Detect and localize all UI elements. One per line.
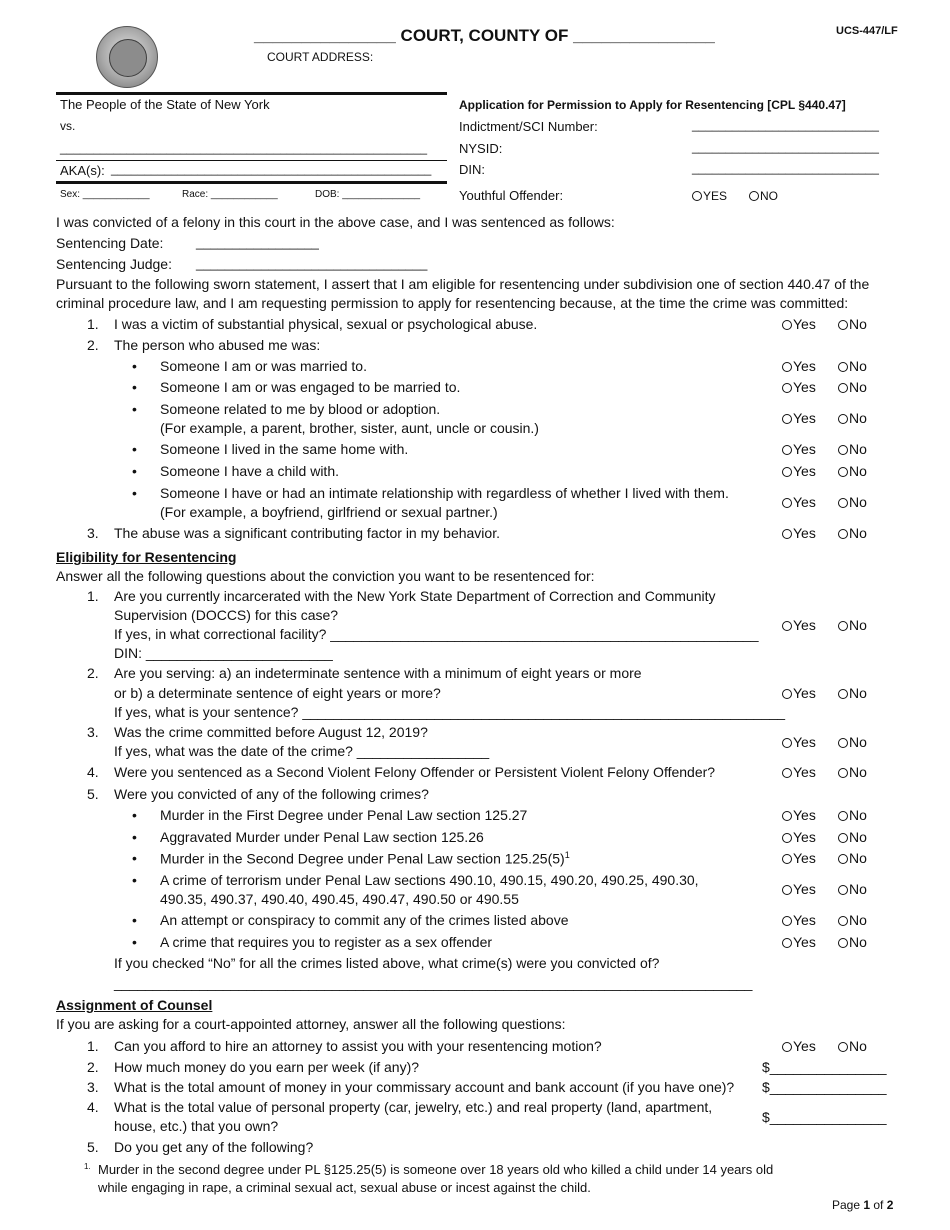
elig-q3-line-1: Was the crime committed before August 12, 2019? (114, 724, 428, 740)
elig-q4-text: Were you sentenced as a Second Violent Felony Offender or Persistent Violent Felony Offender? (114, 764, 716, 780)
abuse-q1-yes-option[interactable] (782, 316, 816, 332)
sentencing-judge-label: Sentencing Judge: (56, 256, 172, 272)
abuse-q1-no-option[interactable] (838, 316, 867, 332)
elig-q4-no-option[interactable] (838, 764, 867, 780)
crime-aggravated-murder-yes-option[interactable] (782, 829, 816, 845)
radio-icon[interactable] (838, 445, 848, 455)
radio-icon[interactable] (782, 811, 792, 821)
abuse-q2-number: 2. (87, 337, 99, 353)
radio-icon[interactable] (782, 498, 792, 508)
counsel-q1-number: 1. (87, 1038, 99, 1054)
crime-murder-second: Murder in the Second Degree under Penal Law section $125.25(5)^1$ (160, 850, 570, 867)
elig-q2-no-label: No (849, 685, 867, 701)
abuse-q3-yes-option[interactable] (782, 525, 816, 541)
counsel-q5-text: Do you get any of the following? (114, 1139, 314, 1155)
counsel-heading: Assignment of Counsel (56, 997, 213, 1013)
youthful-no-option[interactable]: NO (749, 189, 778, 203)
crime-aggravated-murder-no-label: No (849, 829, 867, 845)
elig-din-field[interactable]: DIN: ________________________ (114, 645, 333, 661)
aka-line[interactable]: ________________________________________________ (111, 162, 432, 176)
caption-bottom-rule (56, 181, 447, 184)
bullet: • (132, 358, 137, 374)
radio-icon[interactable] (838, 467, 848, 477)
radio-icon[interactable] (838, 1042, 848, 1052)
counsel-q2-number: 2. (87, 1059, 99, 1075)
elig-q1-line-2: Supervision (DOCCS) for this case? (114, 607, 339, 623)
elig-q1-no-option[interactable] (838, 617, 867, 633)
sentencing-judge-field[interactable]: ________________________________ (196, 256, 428, 271)
other-crime-question: If you checked “No” for all the crimes listed above, what crime(s) were you convicted of? (114, 955, 660, 971)
abuser-engaged-yes-label: Yes (793, 379, 816, 395)
radio-icon[interactable] (749, 191, 759, 201)
abuser-child-yes-label: Yes (793, 463, 816, 479)
crime-attempt-conspiracy-yes-label: Yes (793, 912, 816, 928)
eligibility-heading: Eligibility for Resentencing (56, 549, 237, 565)
abuser-related-yes-label: Yes (793, 410, 816, 426)
bullet: • (132, 485, 137, 501)
radio-icon[interactable] (782, 738, 792, 748)
crime-terrorism-yes-label: Yes (793, 881, 816, 897)
abuser-married: Someone I am or was married to. (160, 358, 367, 374)
youthful-offender-label: Youthful Offender: (459, 188, 564, 203)
weekly-earnings-field[interactable]: $_______________ (762, 1059, 887, 1075)
elig-q2-no-option[interactable] (838, 685, 867, 701)
bullet: • (132, 850, 137, 866)
crime-murder-second-yes-label: Yes (793, 850, 816, 866)
correctional-facility-field[interactable]: If yes, in what correctional facility? _______________________________________________________ (114, 626, 759, 642)
elig-q2-number: 2. (87, 665, 99, 681)
radio-icon[interactable] (782, 885, 792, 895)
court-county-line: _______________ COURT, COUNTY OF _______________ (254, 26, 715, 45)
aka-label: AKA(s): (60, 163, 105, 178)
footnote-line-1: Murder in the second degree under PL §125.25(5) is someone over 18 years old who killed a child under 14 years old (98, 1162, 774, 1177)
abuser-related-yes-option[interactable] (782, 410, 816, 426)
radio-icon[interactable] (782, 467, 792, 477)
radio-icon[interactable] (782, 445, 792, 455)
sworn-statement-line-1: Pursuant to the following sworn statement, I assert that I am eligible for resentencing under subdivision one of section 440.47 of the (56, 276, 870, 292)
sex-field[interactable]: Sex: ____________ (60, 189, 150, 200)
elig-q4-yes-option[interactable] (782, 764, 816, 780)
abuser-same-home: Someone I lived in the same home with. (160, 441, 409, 457)
radio-icon[interactable] (838, 320, 848, 330)
radio-icon[interactable] (782, 833, 792, 843)
radio-icon[interactable] (782, 768, 792, 778)
youthful-yes-option[interactable]: YES (692, 189, 727, 203)
counsel-q3-number: 3. (87, 1079, 99, 1095)
abuser-intimate: Someone I have or had an intimate relationship with regardless of whether I lived with them. (160, 485, 729, 501)
counsel-q4-number: 4. (87, 1099, 99, 1115)
crime-terrorism-sections: 490.35, 490.37, 490.40, 490.45, 490.47, 490.50 or 490.55 (160, 891, 519, 907)
radio-icon[interactable] (838, 383, 848, 393)
elig-q1-no-label: No (849, 617, 867, 633)
crime-sex-offender-yes-option[interactable] (782, 934, 816, 950)
crime-sex-offender: A crime that requires you to register as a sex offender (160, 934, 493, 950)
crime-murder-first: Murder in the First Degree under Penal Law section 125.27 (160, 807, 528, 823)
radio-icon[interactable] (838, 738, 848, 748)
elig-q3-yes-option[interactable] (782, 734, 816, 750)
abuser-engaged-no-option[interactable] (838, 379, 867, 395)
court-address-label: COURT ADDRESS: (267, 50, 374, 64)
abuse-q1-yes-label: Yes (793, 316, 816, 332)
radio-icon[interactable] (838, 414, 848, 424)
counsel-q5-number: 5. (87, 1139, 99, 1155)
radio-icon[interactable] (838, 885, 848, 895)
radio-icon[interactable] (838, 854, 848, 864)
race-field[interactable]: Race: ____________ (182, 189, 278, 200)
bullet: • (132, 463, 137, 479)
caption-mid-rule (56, 160, 447, 161)
sentencing-date-label: Sentencing Date: (56, 235, 164, 251)
abuser-engaged: Someone I am or was engaged to be married to. (160, 379, 461, 395)
abuser-engaged-yes-option[interactable] (782, 379, 816, 395)
abuser-child-no-option[interactable] (838, 463, 867, 479)
radio-icon[interactable] (692, 191, 702, 201)
defendant-name-line[interactable]: _______________________________________________________ (60, 141, 428, 155)
crime-sex-offender-no-label: No (849, 934, 867, 950)
form-code: UCS-447/LF (836, 25, 898, 37)
elig-q2-yes-label: Yes (793, 685, 816, 701)
abuser-intimate-yes-option[interactable] (782, 494, 816, 510)
abuser-same-home-yes-option[interactable] (782, 441, 816, 457)
abuse-q1-no-label: No (849, 316, 867, 332)
counsel-q4-line-2: house, etc.) that you own? (114, 1118, 279, 1134)
radio-icon[interactable] (838, 529, 848, 539)
crime-terrorism-no-option[interactable] (838, 881, 867, 897)
crime-murder-second-no-label: No (849, 850, 867, 866)
crime-aggravated-murder-no-option[interactable] (838, 829, 867, 845)
counsel-q1-no-option[interactable] (838, 1038, 867, 1054)
radio-icon[interactable] (838, 833, 848, 843)
counsel-q3-text: What is the total amount of money in your commissary account and bank account (if you have one)? (114, 1079, 735, 1095)
radio-icon[interactable] (782, 383, 792, 393)
footnote-ref: 1 (564, 850, 570, 860)
elig-q4-yes-label: Yes (793, 764, 816, 780)
sworn-statement-line-2: criminal procedure law, and I am requesting permission to apply for resentencing because, at the time the crime was committed: (56, 295, 849, 311)
abuse-q3-yes-label: Yes (793, 525, 816, 541)
radio-icon[interactable] (782, 854, 792, 864)
abuser-related-example: (For example, a parent, brother, sister, aunt, uncle or cousin.) (160, 420, 539, 436)
indictment-label: Indictment/SCI Number: (459, 119, 598, 134)
abuser-intimate-no-option[interactable] (838, 494, 867, 510)
convicted-statement: I was convicted of a felony in this court in the above case, and I was sentenced as follows: (56, 214, 615, 230)
counsel-instruction: If you are asking for a court-appointed attorney, answer all the following questions: (56, 1016, 566, 1032)
bullet: • (132, 934, 137, 950)
application-title: Application for Permission to Apply for Resentencing [CPL §440.47] (459, 98, 846, 112)
elig-q2-yes-option[interactable] (782, 685, 816, 701)
other-crime-field[interactable]: __________________________________________________________________________________ (114, 975, 753, 991)
radio-icon[interactable] (782, 689, 792, 699)
din-field[interactable]: ____________________________ (692, 161, 879, 175)
elig-q4-number: 4. (87, 764, 99, 780)
abuser-intimate-yes-label: Yes (793, 494, 816, 510)
elig-q1-yes-label: Yes (793, 617, 816, 633)
footnote-mark: 1. (84, 1162, 91, 1171)
counsel-q2-text: How much money do you earn per week (if any)? (114, 1059, 420, 1075)
crime-sex-offender-no-option[interactable] (838, 934, 867, 950)
counsel-q1-yes-option[interactable] (782, 1038, 816, 1054)
abuser-related-no-option[interactable] (838, 410, 867, 426)
elig-q3-no-label: No (849, 734, 867, 750)
crime-terrorism: A crime of terrorism under Penal Law sections 490.10, 490.15, 490.20, 490.25, 490.30, (160, 872, 699, 888)
people-of-state: The People of the State of New York (60, 97, 270, 112)
property-value-field[interactable]: $_______________ (762, 1109, 887, 1125)
crime-sex-offender-yes-label: Yes (793, 934, 816, 950)
abuser-child: Someone I have a child with. (160, 463, 339, 479)
abuser-married-yes-label: Yes (793, 358, 816, 374)
crime-terrorism-no-label: No (849, 881, 867, 897)
elig-q1-number: 1. (87, 588, 99, 604)
abuser-married-no-label: No (849, 358, 867, 374)
radio-icon[interactable] (838, 811, 848, 821)
nysid-label: NYSID: (459, 141, 503, 156)
radio-icon[interactable] (782, 938, 792, 948)
bullet: • (132, 912, 137, 928)
crime-murder-second-yes-option[interactable] (782, 850, 816, 866)
bullet: • (132, 807, 137, 823)
crime-date-field[interactable]: If yes, what was the date of the crime? _________________ (114, 743, 490, 759)
abuser-intimate-example: (For example, a boyfriend, girlfriend or sexual partner.) (160, 504, 498, 520)
abuser-related-no-label: No (849, 410, 867, 426)
abuse-q3-no-label: No (849, 525, 867, 541)
radio-icon[interactable] (838, 768, 848, 778)
abuse-q3-number: 3. (87, 525, 99, 541)
abuser-child-yes-option[interactable] (782, 463, 816, 479)
elig-q2-line-2: or b) a determinate sentence of eight years or more? (114, 685, 441, 701)
bullet: • (132, 441, 137, 457)
abuser-same-home-no-option[interactable] (838, 441, 867, 457)
radio-icon[interactable] (838, 938, 848, 948)
abuser-married-no-option[interactable] (838, 358, 867, 374)
caption-top-rule (56, 92, 447, 95)
radio-icon[interactable] (782, 414, 792, 424)
elig-q3-number: 3. (87, 724, 99, 740)
radio-icon[interactable] (782, 1042, 792, 1052)
elig-q1-yes-option[interactable] (782, 617, 816, 633)
radio-icon[interactable] (838, 498, 848, 508)
vs-label: vs. (60, 119, 76, 133)
abuser-same-home-no-label: No (849, 441, 867, 457)
footnote-line-2: while engaging in rape, a criminal sexual act, sexual abuse or incest against the child. (98, 1180, 591, 1195)
eligibility-instruction: Answer all the following questions about the conviction you want to be resentenced for: (56, 568, 595, 584)
radio-icon[interactable] (838, 362, 848, 372)
account-total-field[interactable]: $_______________ (762, 1079, 887, 1095)
elig-q4-no-label: No (849, 764, 867, 780)
nysid-field[interactable]: ____________________________ (692, 140, 879, 154)
crime-attempt-conspiracy-no-option[interactable] (838, 912, 867, 928)
crime-murder-first-no-label: No (849, 807, 867, 823)
page-number: Page 1 of 2 (832, 1198, 894, 1212)
radio-icon[interactable] (838, 916, 848, 926)
crime-murder-first-yes-label: Yes (793, 807, 816, 823)
bullet: • (132, 829, 137, 845)
crime-aggravated-murder: Aggravated Murder under Penal Law section 125.26 (160, 829, 484, 845)
elig-q2-line-1: Are you serving: a) an indeterminate sentence with a minimum of eight years or more (114, 665, 642, 681)
bullet: • (132, 379, 137, 395)
radio-icon[interactable] (782, 621, 792, 631)
counsel-q1-text: Can you afford to hire an attorney to assist you with your resentencing motion? (114, 1038, 602, 1054)
counsel-q1-no-label: No (849, 1038, 867, 1054)
sentence-field[interactable]: If yes, what is your sentence? ______________________________________________________________ (114, 704, 786, 720)
indictment-field[interactable]: ____________________________ (692, 118, 879, 132)
din-label: DIN: (459, 162, 485, 177)
abuser-related: Someone related to me by blood or adoption. (160, 401, 441, 417)
abuser-engaged-no-label: No (849, 379, 867, 395)
radio-icon[interactable] (838, 621, 848, 631)
crime-attempt-conspiracy-no-label: No (849, 912, 867, 928)
abuser-same-home-yes-label: Yes (793, 441, 816, 457)
crime-terrorism-yes-option[interactable] (782, 881, 816, 897)
counsel-q1-yes-label: Yes (793, 1038, 816, 1054)
sentencing-date-field[interactable]: _________________ (196, 235, 319, 250)
radio-icon[interactable] (782, 916, 792, 926)
abuser-intimate-no-label: No (849, 494, 867, 510)
abuser-married-yes-option[interactable] (782, 358, 816, 374)
elig-q1-line-1: Are you currently incarcerated with the New York State Department of Correction and Community (114, 588, 716, 604)
crime-murder-first-no-option[interactable] (838, 807, 867, 823)
crime-murder-second-no-option[interactable] (838, 850, 867, 866)
court-seal (96, 26, 158, 88)
abuse-q3-text: The abuse was a significant contributing factor in my behavior. (114, 525, 500, 541)
radio-icon[interactable] (838, 689, 848, 699)
crime-murder-first-yes-option[interactable] (782, 807, 816, 823)
radio-icon[interactable] (782, 362, 792, 372)
dob-field[interactable]: DOB: ______________ (315, 189, 421, 200)
crime-attempt-conspiracy-yes-option[interactable] (782, 912, 816, 928)
radio-icon[interactable] (782, 529, 792, 539)
bullet: • (132, 872, 137, 888)
abuse-q3-no-option[interactable] (838, 525, 867, 541)
elig-q5-text: Were you convicted of any of the following crimes? (114, 786, 429, 802)
bullet: • (132, 401, 137, 417)
crime-aggravated-murder-yes-label: Yes (793, 829, 816, 845)
elig-q5-number: 5. (87, 786, 99, 802)
elig-q3-yes-label: Yes (793, 734, 816, 750)
abuser-child-no-label: No (849, 463, 867, 479)
elig-q3-no-option[interactable] (838, 734, 867, 750)
counsel-q4-line-1: What is the total value of personal property (car, jewelry, etc.) and real property (land, apartment, (114, 1099, 713, 1115)
abuse-q1-number: 1. (87, 316, 99, 332)
crime-attempt-conspiracy: An attempt or conspiracy to commit any of the crimes listed above (160, 912, 569, 928)
radio-icon[interactable] (782, 320, 792, 330)
abuse-q2-text: The person who abused me was: (114, 337, 321, 353)
abuse-q1-text: I was a victim of substantial physical, sexual or psychological abuse. (114, 316, 538, 332)
